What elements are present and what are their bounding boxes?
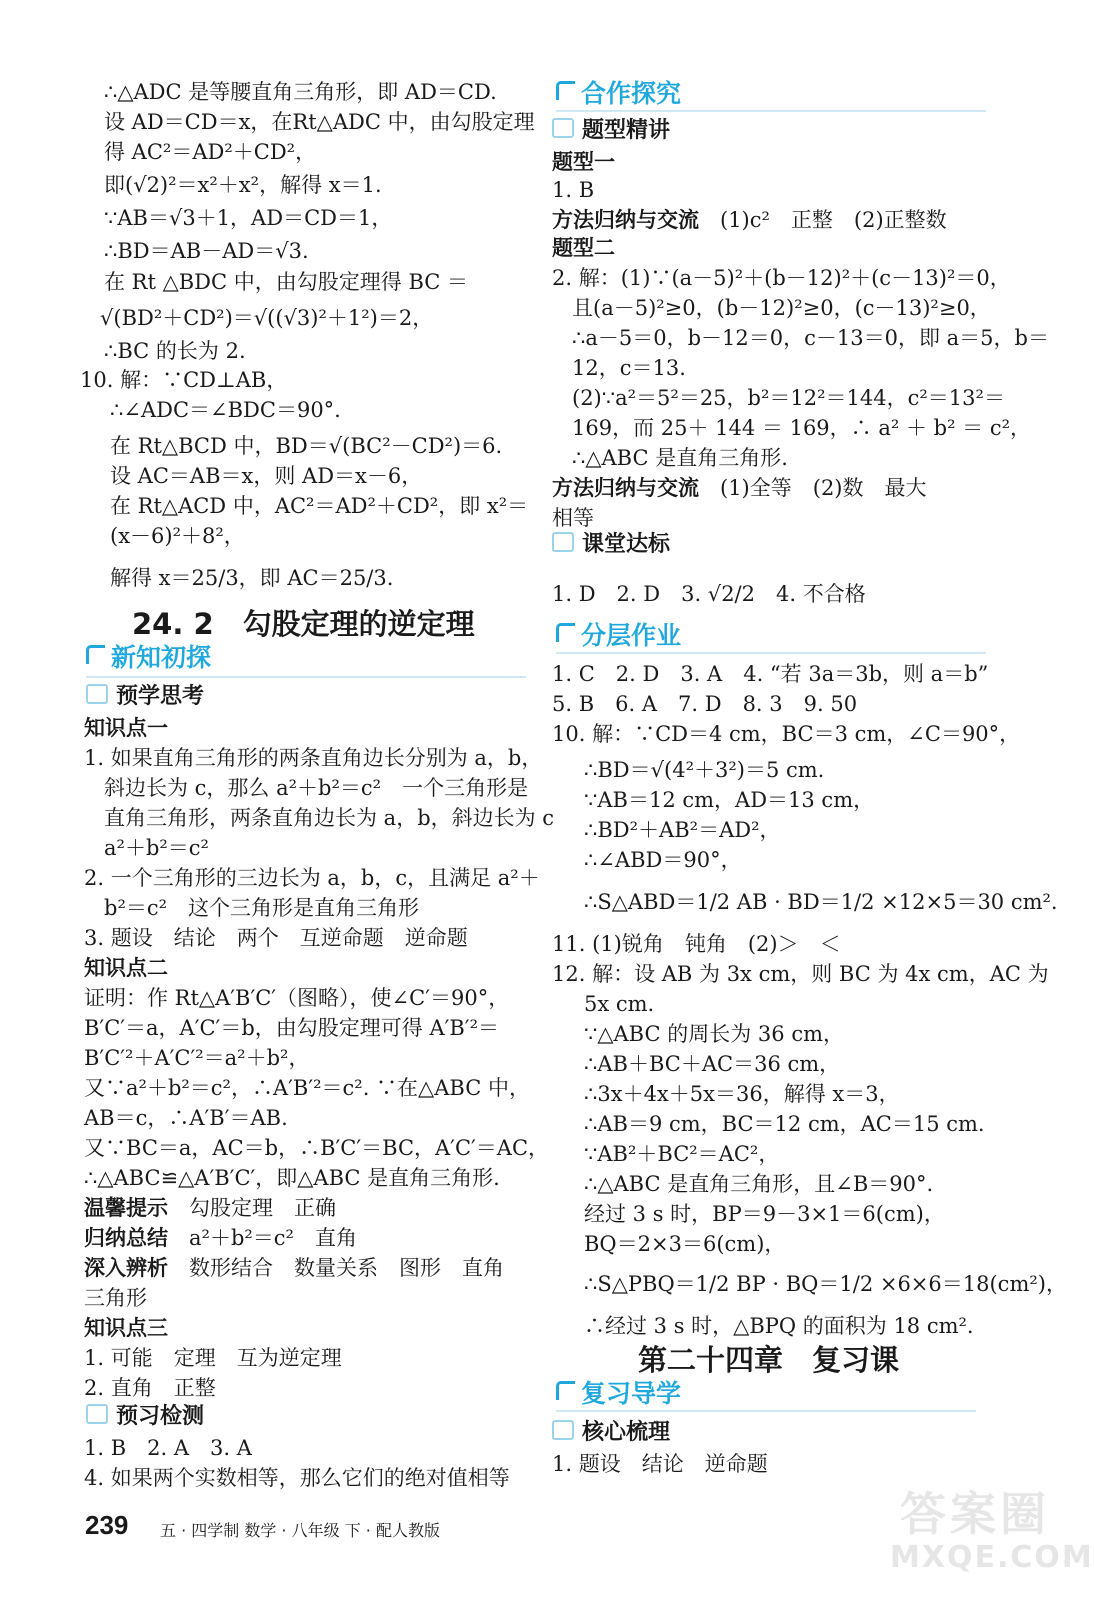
lightbulb-icon (552, 118, 574, 138)
summary-label: 归纳总结 (84, 1226, 168, 1250)
text-line: 证明：作 Rt△A′B′C′（图略），使∠C′＝90°， (84, 986, 510, 1010)
text-line: B′C′＝a，A′C′＝b，由勾股定理可得 A′B′²＝ (84, 1016, 499, 1040)
text-line: ∴∠ADC＝∠BDC＝90°. (110, 398, 341, 422)
summary-row (84, 1224, 357, 1252)
text-line: 又∵BC＝a，AC＝b，∴B′C′＝BC，A′C′＝AC， (84, 1136, 550, 1160)
pen-icon (552, 1420, 574, 1440)
text-line: 1. B (552, 178, 595, 202)
banner-rule (86, 676, 526, 678)
text-line: √(BD²＋CD²)＝√((√3)²＋1²)＝2， (100, 306, 434, 330)
tip-row (84, 1194, 336, 1222)
sub-heading-lecture (552, 116, 670, 146)
text-line: ∴BD²＋AB²＝AD²， (584, 818, 781, 842)
text-line: ∴BC 的长为 2. (104, 339, 246, 363)
banner-rule (556, 652, 986, 654)
page-number: 239 (85, 1510, 129, 1540)
text-line: 3. 题设 结论 两个 互逆命题 逆命题 (84, 926, 468, 950)
banner-arrow-icon (556, 81, 575, 100)
text-line: 1. 可能 定理 互为逆定理 (84, 1346, 342, 1370)
pen-icon (86, 1404, 108, 1424)
book-info: 五 · 四学制 数学 · 八年级 下 · 配人教版 (160, 1521, 440, 1540)
banner-cooperation (556, 78, 681, 110)
text-line: 斜边长为 c，那么 a²＋b²＝c² 一个三角形是 (104, 776, 529, 800)
text-line: 1. D 2. D 3. √2/2 4. 不合格 (552, 582, 866, 606)
text-line: 在 Rt △BDC 中，由勾股定理得 BC ＝ (104, 270, 469, 294)
tip-label: 温馨提示 (84, 1196, 168, 1220)
sub-heading-class (552, 530, 670, 560)
text-line: 1. B 2. A 3. A (84, 1436, 252, 1460)
text-line: ∴a－5＝0，b－12＝0，c－13＝0，即 a＝5，b＝ (572, 326, 1049, 350)
text-line: ∴△ABC 是直角三角形，且∠B＝90°. (584, 1172, 934, 1196)
banner-label: 复习导学 (581, 1379, 682, 1408)
text-line: ∴BD＝√(4²＋3²)＝5 cm. (584, 758, 825, 782)
text-line: ∴BD＝AB－AD＝√3. (104, 239, 309, 263)
text-line: 5. B 6. A 7. D 8. 3 9. 50 (552, 692, 858, 716)
text-line: ∴S△ABD＝1/2 AB · BD＝1/2 ×12×5＝30 cm². (584, 890, 1058, 914)
text-line: B′C′²＋A′C′²＝a²＋b²， (84, 1046, 310, 1070)
text-line: 设 AD＝CD＝x，在Rt△ADC 中，由勾股定理 (104, 110, 535, 134)
banner-label: 分层作业 (581, 621, 682, 650)
text-line: 2. 解：(1)∵(a－5)²＋(b－12)²＋(c－13)²＝0， (552, 266, 1011, 290)
text-line: 2. 直角 正整 (84, 1376, 216, 1400)
sub-heading-label: 题型精讲 (582, 118, 671, 143)
text-line: ∴S△PBQ＝1/2 BP · BQ＝1/2 ×6×6＝18(cm²)， (584, 1272, 1067, 1296)
text-line: 2. 一个三角形的三边长为 a，b，c，且满足 a²＋ (84, 866, 540, 890)
text-line: ∴AB＋BC＋AC＝36 cm， (584, 1052, 841, 1076)
book-icon (552, 532, 574, 552)
banner-label: 合作探究 (581, 79, 682, 108)
text-line: 得 AC²＝AD²＋CD²， (104, 140, 317, 164)
text-line: ∴经过 3 s 时，△BPQ 的面积为 18 cm². (584, 1314, 974, 1338)
watermark-url: MXQE.COM (890, 1540, 1094, 1575)
section-title: 24. 2 勾股定理的逆定理 (132, 607, 475, 641)
text-line: 1. C 2. D 3. A 4. “若 3a＝3b，则 a＝b” (552, 662, 989, 686)
banner-label: 新知初探 (111, 643, 212, 672)
text-line: (2)∵a²＝5²＝25，b²＝12²＝144，c²＝13²＝ (572, 386, 1005, 410)
text-line: 5x cm. (584, 992, 655, 1016)
text-line: ∴∠ABD＝90°， (584, 848, 742, 872)
text-line: 10. 解：∵CD⊥AB， (80, 368, 288, 392)
watermark (880, 1478, 1094, 1588)
text-line: ∵△ABC 的周长为 36 cm， (584, 1022, 844, 1046)
text-line: 1. 题设 结论 逆命题 (552, 1452, 768, 1476)
text-line: 169，而 25＋ 144 ＝ 169，∴ a² ＋ b² ＝ c²， (572, 416, 1032, 440)
sub-heading-label: 预学思考 (116, 684, 205, 709)
text-line: 即(√2)²＝x²＋x²，解得 x＝1. (104, 173, 382, 197)
text-line: AB＝c，∴A′B′＝AB. (84, 1106, 288, 1130)
text-line: ∴3x＋4x＋5x＝36，解得 x＝3， (584, 1082, 900, 1106)
chapter-title: 第二十四章 复习课 (638, 1343, 900, 1377)
method-label: 方法归纳与交流 (552, 476, 699, 500)
tip-text: 勾股定理 正确 (189, 1196, 336, 1220)
banner-new-knowledge (86, 642, 211, 674)
text-line: 11. (1)锐角 钝角 (2)＞ ＜ (552, 932, 841, 956)
knowledge-point-1: 知识点一 (84, 716, 168, 740)
analysis-row (84, 1254, 504, 1282)
text-line: 经过 3 s 时，BP＝9－3×1＝6(cm)， (584, 1202, 945, 1226)
banner-rule (556, 110, 986, 112)
watermark-text: 答案圈 (900, 1487, 1050, 1541)
text-line: ∴△ADC 是等腰直角三角形，即 AD＝CD. (104, 80, 497, 104)
text-line: 且(a－5)²≥0，(b－12)²≥0，(c－13)²≥0， (572, 296, 991, 320)
text-line: 12，c＝13. (572, 356, 686, 380)
banner-arrow-icon (86, 645, 105, 664)
text-line: b²＝c² 这个三角形是直角三角形 (104, 896, 420, 920)
text-line: 10. 解：∵CD＝4 cm，BC＝3 cm，∠C＝90°， (552, 722, 1021, 746)
text-line: ∵AB＝12 cm，AD＝13 cm， (584, 788, 875, 812)
banner-homework (556, 620, 681, 652)
text-line: 解得 x＝25/3，即 AC＝25/3. (110, 566, 394, 590)
banner-rule (556, 1410, 976, 1412)
text-line: ∴AB＝9 cm，BC＝12 cm，AC＝15 cm. (584, 1112, 985, 1136)
banner-arrow-icon (556, 623, 575, 642)
knowledge-point-2: 知识点二 (84, 956, 168, 980)
text-line: ∴△ABC≌△A′B′C′，即△ABC 是直角三角形. (84, 1166, 500, 1190)
method-row (552, 206, 947, 234)
summary-text: a²＋b²＝c² 直角 (189, 1226, 357, 1250)
sub-heading-label: 预习检测 (116, 1404, 205, 1429)
text-line: ∵AB＝√3＋1，AD＝CD＝1， (104, 206, 393, 230)
question-type-1: 题型一 (552, 150, 615, 174)
question-type-2: 题型二 (552, 236, 615, 260)
text-line: 三角形 (84, 1286, 147, 1310)
pen-icon (86, 684, 108, 704)
method-text: (1)c² 正整 (2)正整数 (720, 208, 947, 232)
text-line: 设 AC＝AB＝x，则 AD＝x－6， (110, 464, 423, 488)
banner-review (556, 1378, 681, 1410)
text-line: 又∵a²＋b²＝c²，∴A′B′²＝c². ∵在△ABC 中， (84, 1076, 530, 1100)
text-line: 在 Rt△ACD 中，AC²＝AD²＋CD²，即 x²＝ (110, 494, 529, 518)
text-line: BQ＝2×3＝6(cm)， (584, 1232, 786, 1256)
text-line: 12. 解：设 AB 为 3x cm，则 BC 为 4x cm，AC 为 (552, 962, 1049, 986)
text-line: ∵AB²＋BC²＝AC²， (584, 1142, 780, 1166)
text-line: a²＋b²＝c² (104, 836, 209, 860)
analysis-text: 数形结合 数量关系 图形 直角 (189, 1256, 504, 1280)
knowledge-point-3: 知识点三 (84, 1316, 168, 1340)
sub-heading-preview (86, 682, 204, 712)
text-line: 在 Rt△BCD 中，BD＝√(BC²－CD²)＝6. (110, 434, 503, 458)
analysis-label: 深入辨析 (84, 1256, 168, 1280)
sub-heading-core (552, 1418, 670, 1448)
method-label: 方法归纳与交流 (552, 208, 699, 232)
text-line: 4. 如果两个实数相等，那么它们的绝对值相等 (84, 1466, 510, 1490)
sub-heading-check (86, 1402, 204, 1432)
text-line: ∴△ABC 是直角三角形. (572, 446, 788, 470)
sub-heading-label: 核心梳理 (582, 1420, 671, 1445)
method-row (552, 474, 927, 502)
text-line: 相等 (552, 506, 594, 530)
sub-heading-label: 课堂达标 (582, 532, 671, 557)
text-line: 1. 如果直角三角形的两条直角边长分别为 a，b， (84, 746, 543, 770)
text-line: (x－6)²＋8²， (110, 524, 245, 548)
method-text: (1)全等 (2)数 最大 (720, 476, 927, 500)
banner-arrow-icon (556, 1381, 575, 1400)
text-line: 直角三角形，两条直角边长为 a，b，斜边长为 c (104, 806, 555, 830)
